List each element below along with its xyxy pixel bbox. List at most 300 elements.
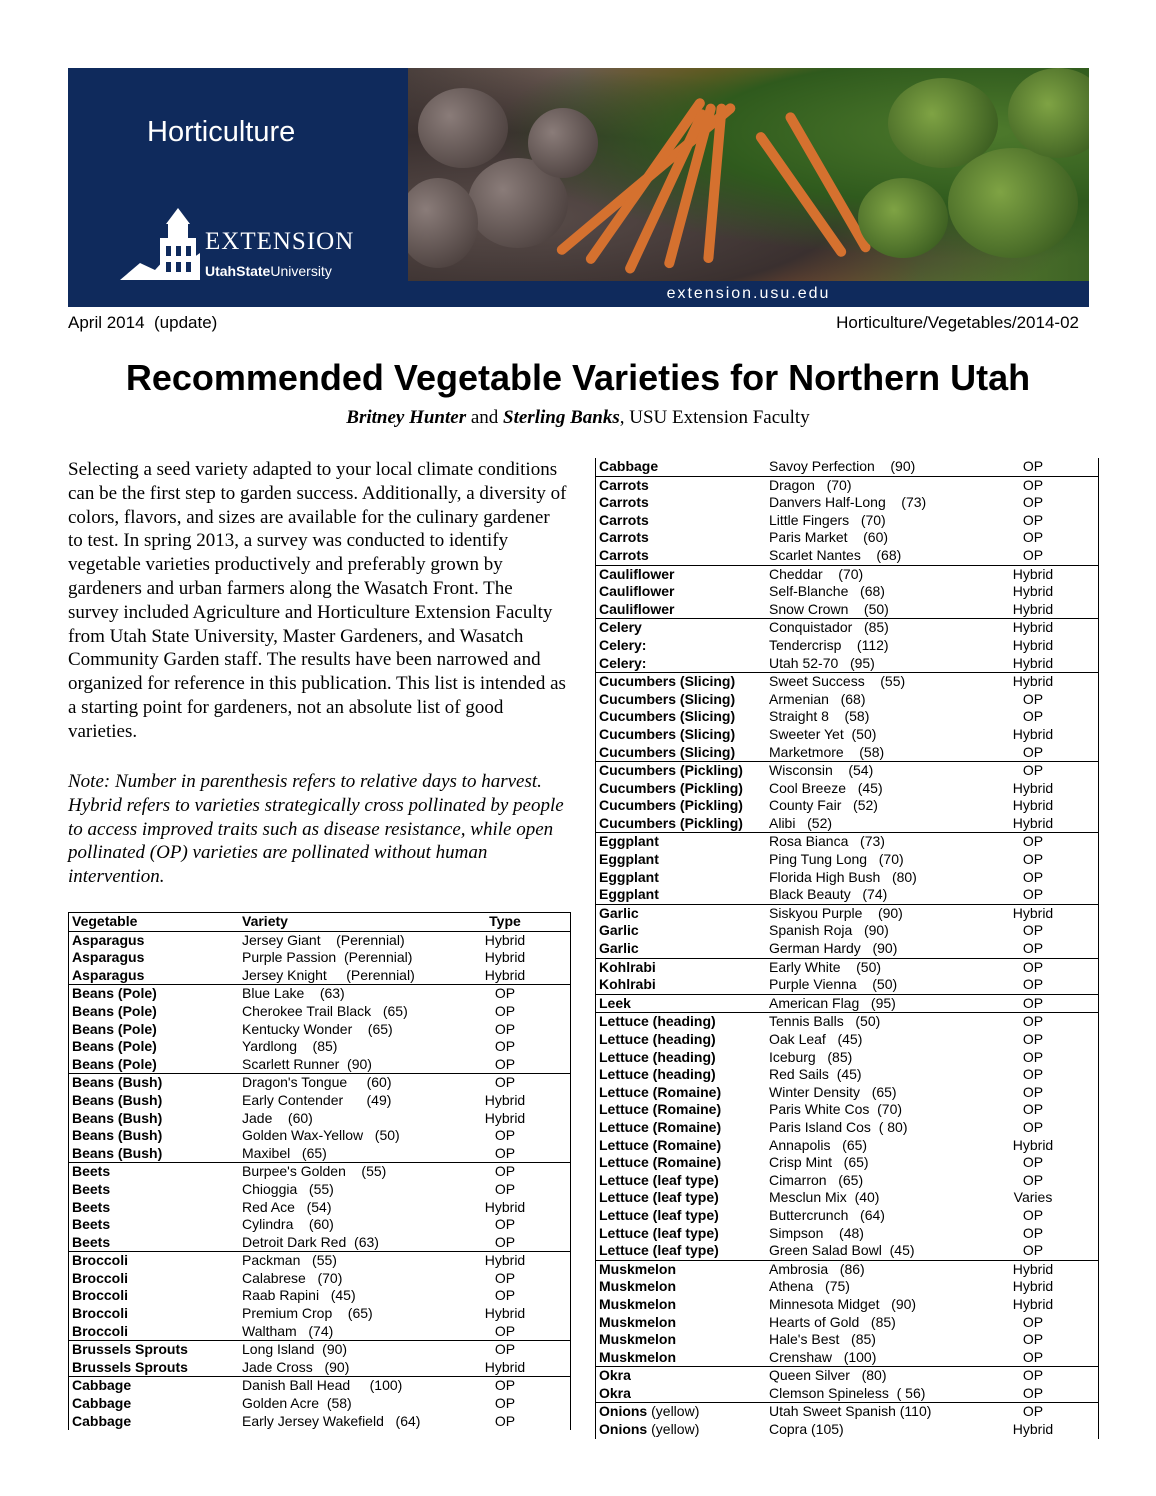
- vegetable-cell: Beans (Bush): [72, 1109, 163, 1126]
- table-row: [596, 1296, 1098, 1314]
- header-variety: Variety: [242, 913, 288, 929]
- vegetable-cell: Muskmelon: [599, 1295, 677, 1312]
- type-cell: OP: [1022, 994, 1044, 1011]
- table-row: [596, 1421, 1098, 1439]
- variety-cell: Crisp Mint (65): [769, 1154, 869, 1171]
- table-row: [596, 1242, 1098, 1260]
- authors-line: Britney Hunter and Sterling Banks, USU Extension Faculty: [346, 407, 810, 428]
- vegetable-cell: Lettuce (Romaine): [599, 1083, 722, 1100]
- vegetable-cell: Beans (Pole): [72, 1055, 157, 1072]
- table-row: [69, 1287, 570, 1305]
- table-row: [596, 958, 1098, 977]
- vegetable-cell: Eggplant: [599, 886, 659, 903]
- table-row: [69, 949, 570, 967]
- table-row: [69, 967, 570, 985]
- table-row: [596, 940, 1098, 958]
- type-cell: Hybrid: [1012, 1295, 1054, 1312]
- type-cell: OP: [1022, 476, 1044, 493]
- type-cell: OP: [494, 1127, 516, 1144]
- table-row: [69, 1038, 570, 1056]
- vegetable-cell: Cucumbers (Pickling): [599, 814, 743, 831]
- variety-cell: Florida High Bush (80): [769, 868, 917, 885]
- type-cell: Hybrid: [1012, 779, 1054, 796]
- vegetable-cell: Cabbage: [72, 1395, 132, 1412]
- table-row: [69, 1413, 570, 1431]
- publication-date: April 2014 (update): [68, 313, 218, 332]
- variety-cell: Raab Rapini (45): [242, 1287, 356, 1304]
- vegetable-cell: Carrots: [599, 546, 649, 563]
- vegetable-cell: Beets: [72, 1216, 111, 1233]
- vegetable-cell: Cucumbers (Slicing): [599, 708, 736, 725]
- vegetable-cell: Eggplant: [599, 833, 659, 850]
- table-row: [596, 780, 1098, 798]
- variety-cell: Jade (60): [242, 1109, 313, 1126]
- vegetable-table-right: [595, 458, 1099, 1439]
- type-cell: OP: [494, 1180, 516, 1197]
- vegetable-cell: Beets: [72, 1198, 111, 1215]
- table-row: [69, 1127, 570, 1145]
- table-row: [69, 1199, 570, 1217]
- type-cell: Hybrid: [1012, 797, 1054, 814]
- publication-code: Horticulture/Vegetables/2014-02: [836, 313, 1079, 332]
- table-row: [69, 1162, 570, 1181]
- vegetable-photo: [408, 68, 1089, 281]
- type-cell: Hybrid: [1012, 565, 1054, 582]
- intro-paragraph: Selecting a seed variety adapted to your local climate conditions can be the first step to garden success. Additionally, a diversity of colors, flavors, and sizes are available for the culinary gardener to test. In spring 2013, a survey was conducted to identify vegetable varieties productively and preferably grown by gardeners and urban farmers along the Wasatch Front. The survey included Agriculture and Horticulture Extension Faculty from Utah State University, Master Gardeners, and Wasatch Community Garden staff. The results have been narrowed and organized for reference in this publication. This list is intended as a starting point for gardeners, not an absolute list of good varieties.: [68, 459, 567, 742]
- vegetable-cell: Lettuce (Romaine): [599, 1118, 722, 1135]
- variety-cell: Crenshaw (100): [769, 1348, 877, 1365]
- vegetable-cell: Kohlrabi: [599, 958, 656, 975]
- type-cell: OP: [494, 1233, 516, 1250]
- type-cell: OP: [1022, 1367, 1044, 1384]
- type-cell: OP: [1022, 1313, 1044, 1330]
- type-cell: OP: [1022, 1348, 1044, 1365]
- variety-cell: Little Fingers (70): [769, 511, 886, 528]
- type-cell: Hybrid: [484, 1109, 526, 1126]
- vegetable-cell: Garlic: [599, 940, 639, 957]
- vegetable-cell: Brussels Sprouts: [72, 1341, 188, 1358]
- variety-cell: Premium Crop (65): [242, 1305, 373, 1322]
- vegetable-cell: Eggplant: [599, 851, 659, 868]
- variety-cell: Long Island (90): [242, 1341, 348, 1358]
- variety-cell: Green Salad Bowl (45): [769, 1242, 915, 1259]
- vegetable-cell: Beans (Bush): [72, 1074, 163, 1091]
- vegetable-cell: Eggplant: [599, 868, 659, 885]
- type-cell: Varies: [1013, 1189, 1053, 1206]
- type-cell: OP: [1022, 458, 1044, 474]
- type-cell: Hybrid: [484, 1252, 526, 1269]
- table-row: [596, 1278, 1098, 1296]
- table-header-row: [69, 912, 570, 931]
- vegetable-cell: Okra: [599, 1367, 631, 1384]
- variety-cell: Ping Tung Long (70): [769, 851, 904, 868]
- type-cell: OP: [1022, 546, 1044, 563]
- type-cell: OP: [494, 1269, 516, 1286]
- table-row: [596, 1189, 1098, 1207]
- type-cell: OP: [1022, 511, 1044, 528]
- type-cell: OP: [494, 1287, 516, 1304]
- variety-cell: Dragon's Tongue (60): [242, 1074, 392, 1091]
- table-row: [596, 832, 1098, 851]
- type-cell: OP: [1022, 1031, 1044, 1047]
- vegetable-cell: Cauliflower: [599, 600, 675, 617]
- variety-cell: Hearts of Gold (85): [769, 1313, 896, 1330]
- variety-cell: Siskyou Purple (90): [769, 904, 903, 921]
- header-type: Type: [489, 913, 521, 929]
- variety-cell: Danvers Half-Long (73): [769, 494, 927, 511]
- type-cell: Hybrid: [484, 1305, 526, 1322]
- vegetable-cell: Cucumbers (Pickling): [599, 797, 743, 814]
- vegetable-cell: Cabbage: [72, 1412, 132, 1429]
- variety-cell: Early Jersey Wakefield (64): [242, 1412, 421, 1429]
- variety-cell: Chioggia (55): [242, 1180, 334, 1197]
- type-cell: OP: [494, 1002, 516, 1019]
- vegetable-cell: Lettuce (Romaine): [599, 1154, 722, 1171]
- vegetable-cell: Broccoli: [72, 1269, 129, 1286]
- table-row: [69, 1251, 570, 1270]
- type-cell: Hybrid: [1012, 673, 1054, 690]
- table-row: [596, 618, 1098, 637]
- table-row: [596, 1031, 1098, 1049]
- table-row: [69, 1021, 570, 1039]
- table-row: [596, 904, 1098, 923]
- variety-cell: Utah 52-70 (95): [769, 654, 875, 671]
- variety-cell: Detroit Dark Red (63): [242, 1233, 379, 1250]
- variety-cell: Black Beauty (74): [769, 886, 888, 903]
- variety-cell: Sweet Success (55): [769, 673, 906, 690]
- type-cell: OP: [1022, 1384, 1044, 1401]
- type-cell: Hybrid: [484, 966, 526, 983]
- variety-cell: Athena (75): [769, 1278, 850, 1295]
- table-row: [596, 512, 1098, 530]
- vegetable-cell: Beans (Pole): [72, 1038, 157, 1055]
- table-row: [596, 1084, 1098, 1102]
- vegetable-cell: Beans (Bush): [72, 1127, 163, 1144]
- table-row: [596, 691, 1098, 709]
- variety-cell: Calabrese (70): [242, 1269, 343, 1286]
- type-cell: OP: [1022, 940, 1044, 957]
- table-row: [596, 1101, 1098, 1119]
- vegetable-cell: Muskmelon: [599, 1260, 677, 1277]
- table-row: [596, 1225, 1098, 1243]
- variety-cell: Rosa Bianca (73): [769, 833, 885, 850]
- variety-cell: Golden Acre (58): [242, 1395, 352, 1412]
- type-cell: Hybrid: [1012, 904, 1054, 921]
- vegetable-cell: Brussels Sprouts: [72, 1358, 188, 1375]
- table-row: [69, 1305, 570, 1323]
- variety-cell: Purple Passion (Perennial): [242, 949, 413, 966]
- type-cell: Hybrid: [1012, 654, 1054, 671]
- vegetable-cell: Beans (Pole): [72, 985, 157, 1002]
- table-row: [596, 1172, 1098, 1190]
- table-row: [596, 1049, 1098, 1067]
- variety-cell: Mesclun Mix (40): [769, 1189, 880, 1206]
- type-cell: OP: [494, 1020, 516, 1037]
- header-banner: [68, 68, 1089, 307]
- table-row: [69, 1181, 570, 1199]
- vegetable-cell: Beans (Pole): [72, 1020, 157, 1037]
- table-row: [596, 922, 1098, 940]
- type-cell: Hybrid: [1012, 725, 1054, 742]
- vegetable-cell: Muskmelon: [599, 1313, 677, 1330]
- variety-cell: Cherokee Trail Black (65): [242, 1002, 408, 1019]
- vegetable-cell: Lettuce (leaf type): [599, 1224, 719, 1241]
- vegetable-cell: Cucumbers (Pickling): [599, 779, 743, 796]
- variety-cell: Buttercrunch (64): [769, 1206, 885, 1223]
- variety-cell: Conquistador (85): [769, 619, 889, 636]
- table-row: [69, 1145, 570, 1163]
- type-cell: OP: [1022, 690, 1044, 707]
- vegetable-cell: Lettuce (heading): [599, 1031, 716, 1047]
- university-wordmark: UtahStateUniversity: [205, 263, 332, 279]
- table-row: [69, 1234, 570, 1252]
- variety-cell: Clemson Spineless ( 56): [769, 1384, 926, 1401]
- type-cell: Hybrid: [1012, 1136, 1054, 1153]
- table-row: [596, 565, 1098, 584]
- table-row: [596, 815, 1098, 833]
- variety-cell: Simpson (48): [769, 1224, 864, 1241]
- type-cell: Hybrid: [484, 1358, 526, 1375]
- vegetable-cell: Kohlrabi: [599, 976, 656, 993]
- variety-cell: County Fair (52): [769, 797, 878, 814]
- vegetable-cell: Leek: [599, 994, 631, 1011]
- variety-cell: Wisconsin (54): [769, 762, 874, 779]
- table-row: [596, 708, 1098, 726]
- variety-cell: Golden Wax-Yellow (50): [242, 1127, 400, 1144]
- vegetable-cell: Carrots: [599, 494, 649, 511]
- vegetable-cell: Celery: [599, 619, 642, 636]
- table-row: [596, 1402, 1098, 1421]
- table-row: [596, 583, 1098, 601]
- vegetable-cell: Carrots: [599, 476, 649, 493]
- type-cell: OP: [1022, 743, 1044, 760]
- vegetable-cell: Broccoli: [72, 1322, 129, 1339]
- table-row: [69, 1216, 570, 1234]
- table-row: [596, 869, 1098, 887]
- vegetable-cell: Lettuce (heading): [599, 1048, 716, 1065]
- type-cell: Hybrid: [484, 949, 526, 966]
- table-row: [596, 655, 1098, 673]
- vegetable-cell: Muskmelon: [599, 1331, 677, 1348]
- table-row: [596, 1137, 1098, 1155]
- type-cell: OP: [494, 1055, 516, 1072]
- variety-cell: Maxibel (65): [242, 1144, 327, 1161]
- vegetable-cell: Lettuce (heading): [599, 1013, 716, 1030]
- table-row: [596, 637, 1098, 655]
- page-title: Recommended Vegetable Varieties for Northern Utah: [125, 357, 1031, 398]
- type-cell: OP: [1022, 1206, 1044, 1223]
- table-row: [596, 976, 1098, 994]
- vegetable-cell: Okra: [599, 1384, 631, 1401]
- table-row: [596, 1314, 1098, 1332]
- table-row: [596, 458, 1098, 476]
- vegetable-cell: Cucumbers (Pickling): [599, 762, 743, 779]
- type-cell: Hybrid: [1012, 583, 1054, 600]
- vegetable-cell: Beets: [72, 1180, 111, 1197]
- table-row: [596, 1366, 1098, 1385]
- vegetable-cell: Beans (Pole): [72, 1002, 157, 1019]
- type-cell: OP: [1022, 1171, 1044, 1188]
- vegetable-cell: Onions (yellow): [599, 1403, 700, 1420]
- vegetable-cell: Cabbage: [72, 1377, 132, 1394]
- variety-cell: Early Contender (49): [242, 1091, 392, 1108]
- table-row: [596, 529, 1098, 547]
- variety-cell: Waltham (74): [242, 1322, 334, 1339]
- table-row: [69, 1003, 570, 1021]
- vegetable-cell: Muskmelon: [599, 1278, 677, 1295]
- variety-cell: Marketmore (58): [769, 743, 885, 760]
- vegetable-cell: Asparagus: [72, 966, 145, 983]
- type-cell: OP: [1022, 1224, 1044, 1241]
- vegetable-cell: Cucumbers (Slicing): [599, 725, 736, 742]
- variety-cell: Ambrosia (86): [769, 1260, 865, 1277]
- type-cell: OP: [494, 1322, 516, 1339]
- vegetable-cell: Broccoli: [72, 1287, 129, 1304]
- section-title: Horticulture: [147, 116, 296, 148]
- table-row: [69, 931, 570, 950]
- vegetable-cell: Beets: [72, 1163, 111, 1180]
- type-cell: Hybrid: [1012, 1421, 1054, 1438]
- vegetable-cell: Garlic: [599, 904, 639, 921]
- variety-cell: Self-Blanche (68): [769, 583, 885, 600]
- type-cell: OP: [1022, 1066, 1044, 1083]
- variety-cell: Savoy Perfection (90): [769, 458, 916, 474]
- table-row: [596, 886, 1098, 904]
- extension-url[interactable]: extension.usu.edu: [666, 285, 831, 302]
- variety-cell: Tennis Balls (50): [769, 1013, 881, 1030]
- variety-cell: Paris Market (60): [769, 529, 889, 546]
- variety-cell: Packman (55): [242, 1252, 337, 1269]
- vegetable-cell: Cauliflower: [599, 583, 675, 600]
- type-cell: OP: [494, 1074, 516, 1091]
- variety-cell: American Flag (95): [769, 994, 896, 1011]
- table-row: [69, 1340, 570, 1359]
- type-cell: Hybrid: [1012, 814, 1054, 831]
- type-cell: OP: [1022, 1048, 1044, 1065]
- variety-cell: Cheddar (70): [769, 565, 864, 582]
- vegetable-cell: Beets: [72, 1233, 111, 1250]
- table-row: [596, 1331, 1098, 1349]
- vegetable-cell: Cucumbers (Slicing): [599, 690, 736, 707]
- table-row: [596, 851, 1098, 869]
- vegetable-cell: Lettuce (Romaine): [599, 1101, 722, 1118]
- type-cell: OP: [494, 1216, 516, 1233]
- type-cell: OP: [494, 1163, 516, 1180]
- variety-cell: Cool Breeze (45): [769, 779, 883, 796]
- table-row: [69, 1073, 570, 1092]
- vegetable-cell: Garlic: [599, 922, 639, 939]
- vegetable-cell: Beans (Bush): [72, 1091, 163, 1108]
- variety-cell: Red Sails (45): [769, 1066, 862, 1083]
- variety-cell: Yardlong (85): [242, 1038, 338, 1055]
- table-row: [596, 1349, 1098, 1367]
- vegetable-cell: Celery:: [599, 636, 647, 653]
- variety-cell: Armenian (68): [769, 690, 866, 707]
- type-cell: OP: [1022, 1083, 1044, 1100]
- type-cell: OP: [494, 1377, 516, 1394]
- variety-cell: Dragon (70): [769, 476, 852, 493]
- type-cell: OP: [1022, 1154, 1044, 1171]
- type-cell: OP: [494, 985, 516, 1002]
- type-cell: OP: [494, 1341, 516, 1358]
- variety-cell: Cylindra (60): [242, 1216, 334, 1233]
- table-row: [596, 994, 1098, 1013]
- variety-cell: Minnesota Midget (90): [769, 1295, 917, 1312]
- variety-cell: Oak Leaf (45): [769, 1031, 863, 1047]
- table-row: [69, 1376, 570, 1395]
- variety-cell: Red Ace (54): [242, 1198, 332, 1215]
- type-cell: OP: [1022, 833, 1044, 850]
- vegetable-cell: Cucumbers (Slicing): [599, 743, 736, 760]
- type-cell: Hybrid: [1012, 619, 1054, 636]
- variety-cell: Kentucky Wonder (65): [242, 1020, 393, 1037]
- table-row: [596, 1385, 1098, 1403]
- type-cell: OP: [1022, 851, 1044, 868]
- type-cell: Hybrid: [1012, 1278, 1054, 1295]
- table-row: [69, 1359, 570, 1377]
- type-cell: Hybrid: [1012, 1260, 1054, 1277]
- variety-cell: Annapolis (65): [769, 1136, 868, 1153]
- table-row: [596, 744, 1098, 762]
- type-cell: OP: [1022, 958, 1044, 975]
- type-cell: Hybrid: [484, 931, 526, 948]
- variety-cell: Jade Cross (90): [242, 1358, 350, 1375]
- table-row: [596, 1260, 1098, 1279]
- vegetable-table-left: [68, 912, 571, 1430]
- table-row: [69, 1270, 570, 1288]
- variety-cell: Copra (105): [769, 1421, 844, 1438]
- table-row: [69, 1092, 570, 1110]
- vegetable-cell: Asparagus: [72, 949, 145, 966]
- variety-cell: Iceburg (85): [769, 1048, 853, 1065]
- type-cell: OP: [1022, 494, 1044, 511]
- table-row: [596, 1207, 1098, 1225]
- table-row: [596, 1012, 1098, 1031]
- variety-cell: Snow Crown (50): [769, 600, 889, 617]
- variety-cell: Paris White Cos (70): [769, 1101, 903, 1118]
- type-cell: OP: [1022, 886, 1044, 903]
- table-row: [596, 476, 1098, 495]
- variety-cell: Queen Silver (80): [769, 1367, 887, 1384]
- vegetable-cell: Lettuce (heading): [599, 1066, 716, 1083]
- table-row: [69, 1110, 570, 1128]
- table-row: [69, 984, 570, 1003]
- type-cell: OP: [1022, 1118, 1044, 1135]
- type-cell: OP: [494, 1412, 516, 1429]
- table-row: [596, 494, 1098, 512]
- table-row: [596, 547, 1098, 565]
- type-cell: Hybrid: [1012, 636, 1054, 653]
- table-row: [596, 1154, 1098, 1172]
- type-cell: OP: [1022, 529, 1044, 546]
- table-row: [596, 761, 1098, 780]
- vegetable-cell: Broccoli: [72, 1305, 129, 1322]
- variety-cell: Jersey Knight (Perennial): [242, 966, 415, 983]
- variety-cell: Straight 8 (58): [769, 708, 870, 725]
- variety-cell: Paris Island Cos ( 80): [769, 1118, 908, 1135]
- variety-cell: Winter Density (65): [769, 1083, 897, 1100]
- vegetable-cell: Cabbage: [599, 458, 659, 474]
- vegetable-cell: Cauliflower: [599, 565, 675, 582]
- table-row: [69, 1056, 570, 1074]
- type-cell: OP: [1022, 1242, 1044, 1259]
- variety-cell: Danish Ball Head (100): [242, 1377, 403, 1394]
- variety-cell: Tendercrisp (112): [769, 636, 889, 653]
- vegetable-cell: Carrots: [599, 511, 649, 528]
- variety-cell: Alibi (52): [769, 814, 833, 831]
- type-cell: OP: [494, 1395, 516, 1412]
- table-row: [596, 1066, 1098, 1084]
